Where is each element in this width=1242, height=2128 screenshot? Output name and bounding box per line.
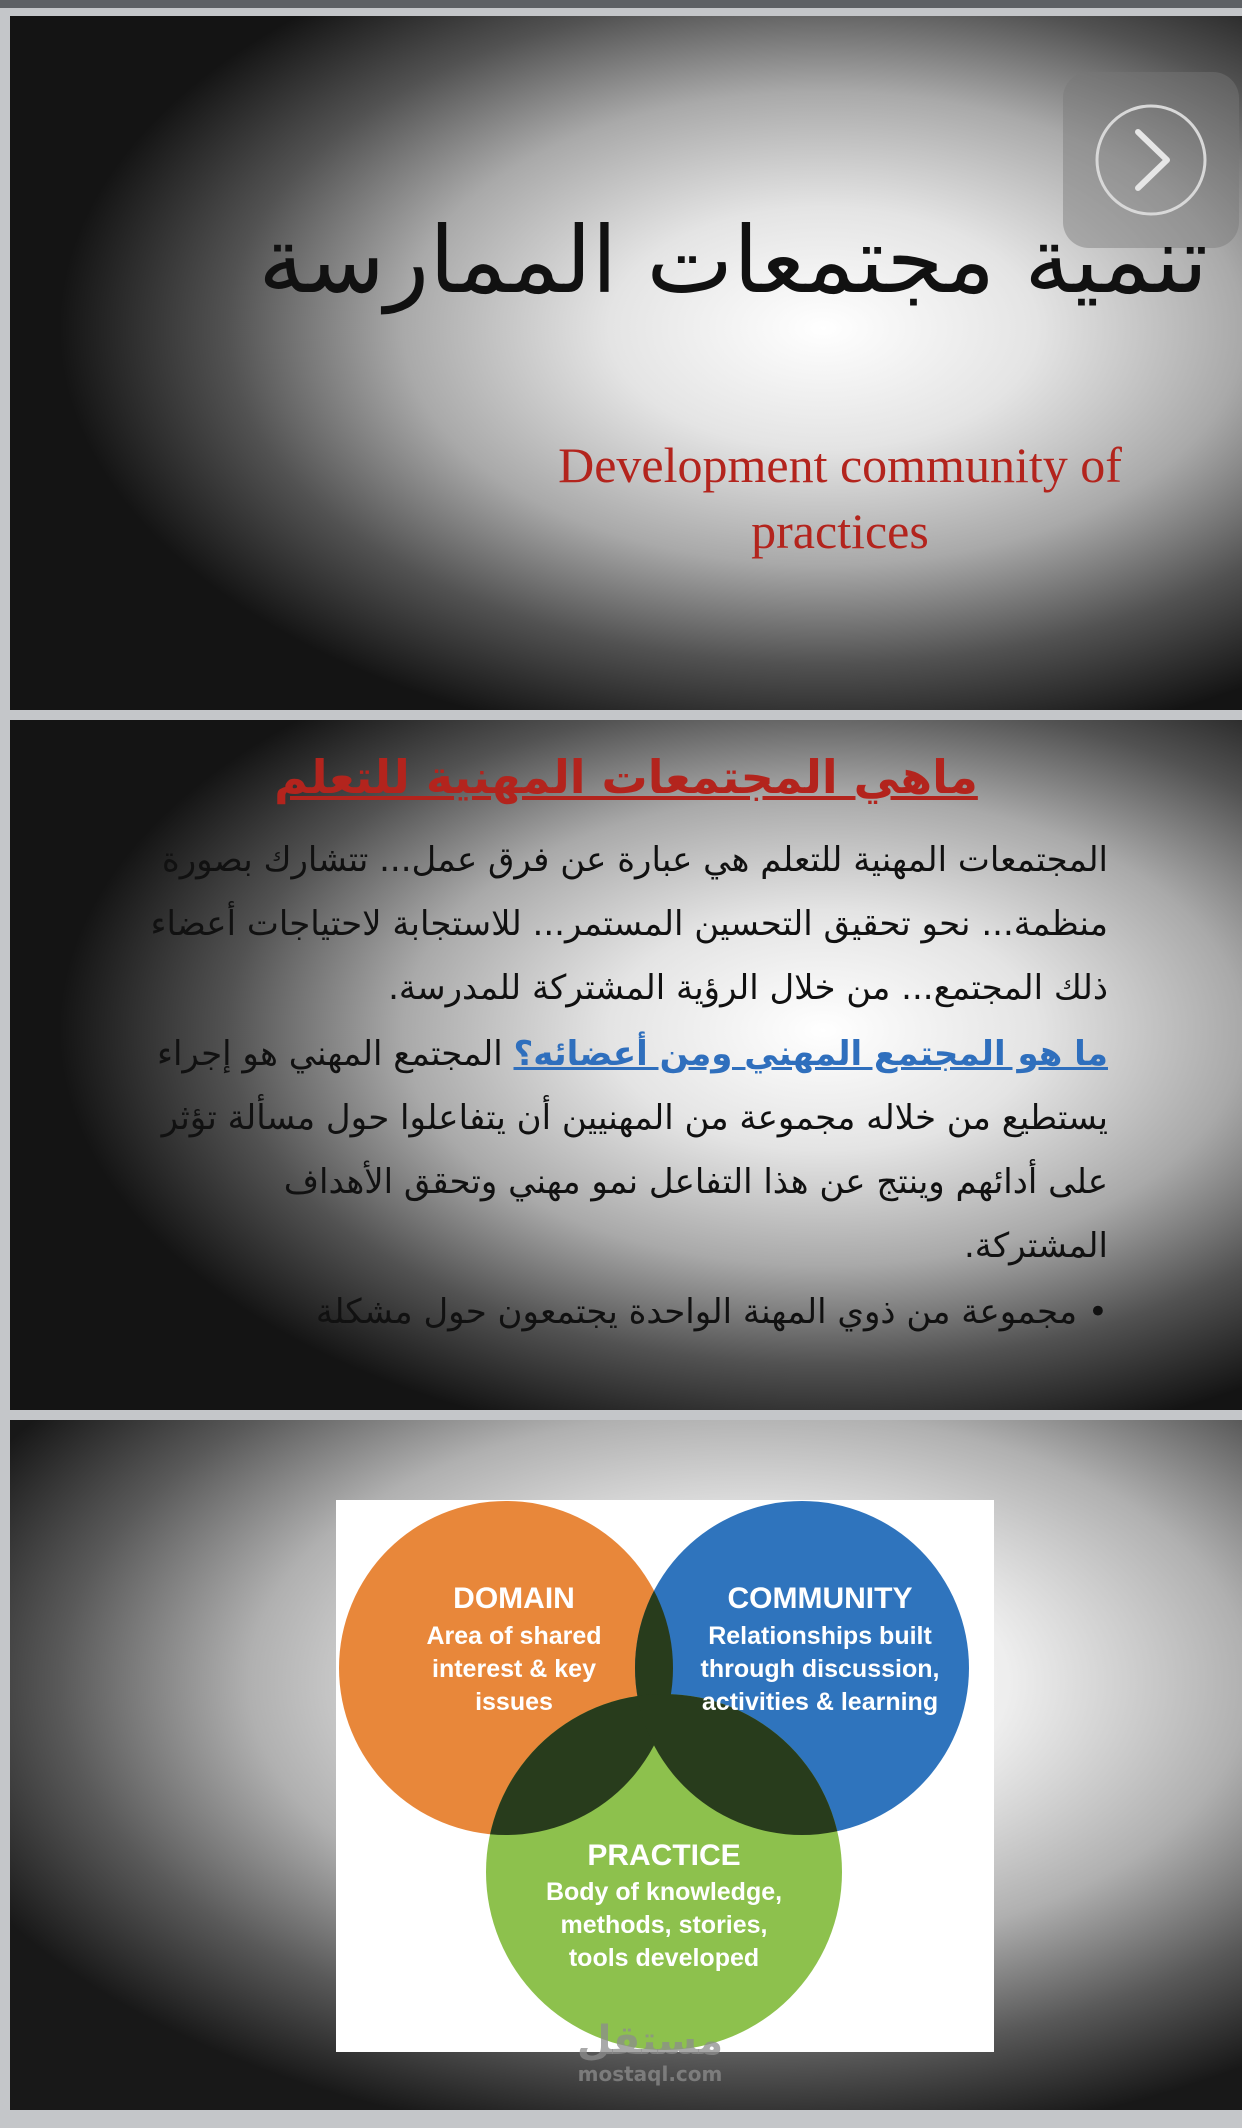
slide-title[interactable] [10,16,1242,710]
watermark [550,2020,750,2086]
community-title: COMMUNITY [727,1582,913,1615]
definition-paragraph: المجتمعات المهنية للتعلم هي عبارة عن فرق عمل... تتشارك بصورة منظمة... نحو تحقيق التحسين المستمر... للاستجابة لاحتياجات أعضاء ذلك المجتمع... من خلال الرؤية المشتركة للمدرسة. [150,840,1108,1008]
slide-definition[interactable] [10,720,1242,1410]
domain-line-3: issues [475,1688,553,1716]
question-link[interactable]: ما هو المجتمع المهني ومن أعضائه؟ [513,1034,1108,1074]
slide-venn-diagram[interactable] [10,1420,1242,2110]
top-bar [0,0,1242,8]
chevron-right-icon [1093,102,1209,218]
practice-line-2: methods, stories, [560,1911,768,1939]
watermark-english: mostaql.com [577,2062,723,2086]
community-line-2: through discussion, [700,1655,940,1683]
venn-svg [336,1500,994,2052]
question-paragraph [146,1022,1108,1278]
slide-subtitle-english: Development community of practices [558,437,1122,559]
practice-title: PRACTICE [587,1839,741,1872]
slide-body [146,828,1108,1346]
slide-heading: ماهي المجتمعات المهنية للتعلم [274,750,978,804]
answer-text: المجتمع المهني هو إجراء يستطيع من خلاله مجموعة من المهنيين أن يتفاعلوا حول مسألة تؤثر على أدائهم وينتج عن هذا التفاعل نمو مهني وتحقق الأهداف المشتركة. [156,1034,1108,1266]
community-line-1: Relationships built [708,1622,932,1650]
community-line-3: activities & learning [701,1688,939,1716]
domain-title: DOMAIN [453,1582,575,1615]
venn-diagram [336,1500,994,2052]
practice-line-1: Body of knowledge, [545,1878,783,1906]
domain-line-1: Area of shared [426,1622,602,1650]
watermark-arabic: مستقل [576,2018,724,2064]
bottom-bar [0,2110,1242,2128]
practice-line-3: tools developed [568,1944,760,1972]
bullet-item: • مجموعة من ذوي المهنة الواحدة يجتمعون حول مشكلة [315,1292,1108,1332]
slide-title-arabic: تنمية مجتمعات الممارسة [258,207,1208,314]
bullet-text: مجموعة من ذوي المهنة الواحدة يجتمعون حول مشكلة [315,1292,1078,1332]
domain-line-2: interest & key [432,1655,596,1683]
